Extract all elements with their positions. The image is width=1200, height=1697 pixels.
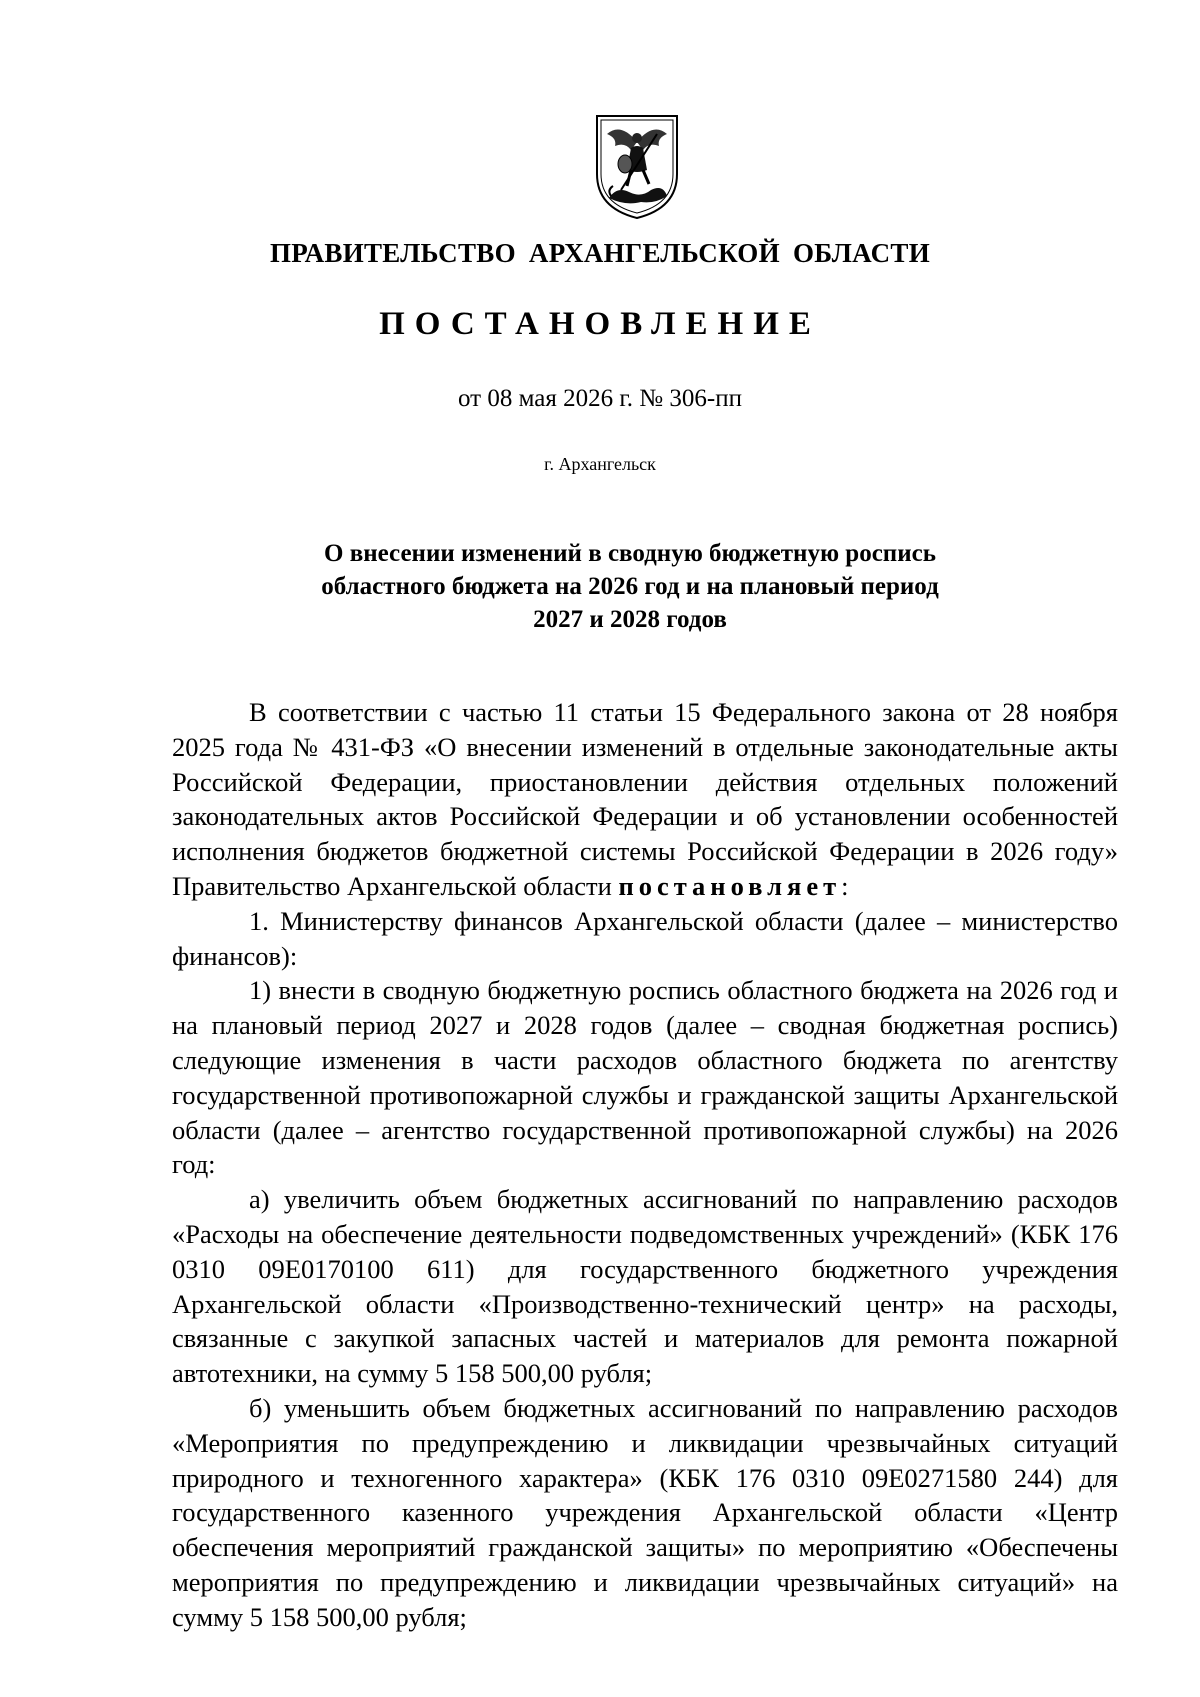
paragraph-subitem-a: а) увеличить объем бюджетных ассигнований по направлению расходов «Расходы на обеспечение деятельности подведомственных учреждений» (КБК 176 0310 09Е0170100 611) для государственного бюджетного учреждения Архангельской области «Производственно-технический центр» на расходы, связанные с закупкой запасных частей и материалов для ремонта пожарной автотехники, на сумму 5 158 500,00 рубля; [172,1184,1118,1389]
coat-of-arms-icon [591,112,683,222]
paragraph-preamble [172,695,1118,904]
title-line-2: областного бюджета на 2026 год и на плановый период [321,573,939,600]
preamble-end: : [841,870,849,901]
preamble-text: В соответствии с частью 11 статьи 15 Федерального закона от 28 ноября 2025 года № 431-ФЗ «О внесении изменений в отдельные законодательные акты Российской Федерации, приостановлении действия отдельных положений законодательных актов Российской Федерации и об установлении особенностей исполнения бюджетов бюджетной системы Российской Федерации в 2026 году» Правительство Архангельской области [172,697,1118,901]
organization-name: ПРАВИТЕЛЬСТВО АРХАНГЕЛЬСКОЙ ОБЛАСТИ [269,238,931,268]
title-line-3: 2027 и 2028 годов [533,606,727,633]
document-title [270,537,990,636]
resolution-keyword: постановляет [618,870,842,901]
document-city: г. Архангельск [544,454,656,474]
title-line-1: О внесении изменений в сводную бюджетную роспись [324,540,936,567]
paragraph-subitem-1: 1) внести в сводную бюджетную роспись областного бюджета на 2026 год и на плановый период 2027 и 2028 годов (далее – сводная бюджетная роспись) следующие изменения в части расходов областного бюджета по агентству государственной противопожарной службы и гражданской защиты Архангельской области (далее – агентство государственной противопожарной службы) на 2026 год: [172,975,1118,1180]
document-date-number: от 08 мая 2026 г. № 306-пп [458,385,742,412]
paragraph-item-1: 1. Министерству финансов Архангельской области (далее – министерство финансов): [172,905,1118,971]
document-body [172,695,1118,1635]
paragraph-subitem-b: б) уменьшить объем бюджетных ассигнований по направлению расходов «Мероприятия по предупреждению и ликвидации чрезвычайных ситуаций природного и техногенного характера» (КБК 176 0310 09Е0271580 244) для государственного казенного учреждения Архангельской области «Центр обеспечения мероприятий гражданской защиты» по мероприятию «Обеспечены мероприятия по предупреждению и ликвидации чрезвычайных ситуаций» на сумму 5 158 500,00 рубля; [172,1392,1118,1632]
document-type: ПОСТАНОВЛЕНИЕ [379,306,821,342]
